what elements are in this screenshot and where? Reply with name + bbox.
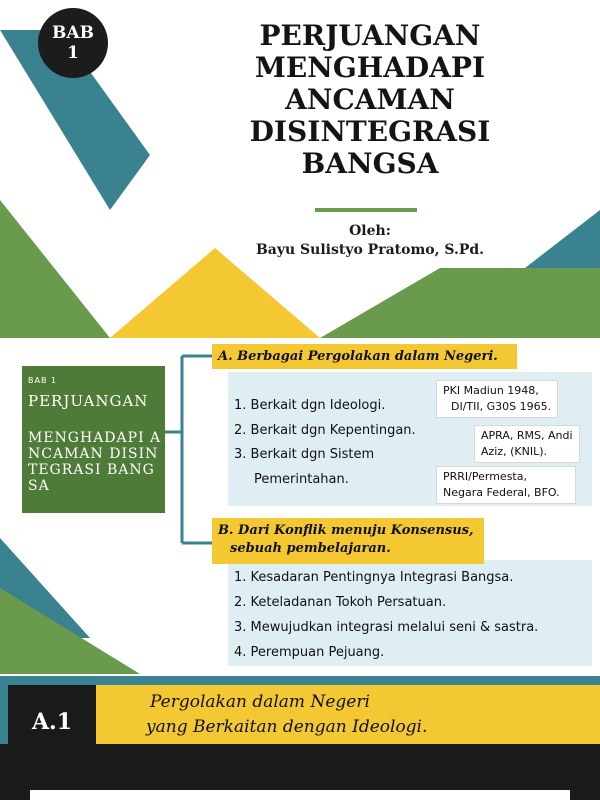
badge-label: BAB bbox=[52, 23, 94, 43]
cover-title-line: BANGSA bbox=[301, 147, 439, 180]
next-slide-card bbox=[30, 790, 570, 800]
cover-title-line: ANCAMAN bbox=[285, 83, 455, 116]
section-b-heading-line: sebuah pembelajaran. bbox=[230, 541, 391, 556]
list-item: 2. Berkait dgn Kepentingan. bbox=[234, 423, 416, 438]
note-line: Negara Federal, BFO. bbox=[443, 486, 560, 499]
byline-label: Oleh: bbox=[349, 223, 391, 239]
chapter-badge bbox=[38, 8, 108, 78]
list-item: 1. Berkait dgn Ideologi. bbox=[234, 398, 386, 413]
list-item: 1. Kesadaran Pentingnya Integrasi Bangsa. bbox=[234, 570, 514, 585]
list-item: 2. Keteladanan Tokoh Persatuan. bbox=[234, 595, 447, 610]
author-name: Bayu Sulistyo Pratomo, S.Pd. bbox=[255, 242, 485, 258]
section-b-list bbox=[228, 560, 592, 666]
list-item: 4. Perempuan Pejuang. bbox=[234, 645, 385, 660]
list-item-continuation: Pemerintahan. bbox=[254, 472, 349, 487]
chapter-title-rest: MENGHADAPI ANCAMAN DISINTEGRASI BANGSA bbox=[28, 430, 162, 494]
section-title-line: Pergolakan dalam Negeri bbox=[150, 692, 370, 712]
section-number: A.1 bbox=[31, 708, 73, 735]
note-line: APRA, RMS, Andi bbox=[481, 429, 573, 442]
note-kepentingan bbox=[474, 425, 580, 463]
list-item: 3. Berkait dgn Sistem bbox=[234, 447, 375, 462]
note-line: PKI Madiun 1948, bbox=[443, 384, 539, 397]
chapter-title-top: PERJUANGAN bbox=[28, 392, 149, 410]
teal-triangle-right bbox=[525, 210, 600, 268]
section-title bbox=[146, 690, 510, 740]
badge-number: 1 bbox=[67, 43, 79, 63]
cover-title-line: MENGHADAPI bbox=[254, 51, 486, 84]
section-b-heading-line: B. Dari Konflik menuju Konsensus, bbox=[218, 523, 474, 538]
cover-title-line: DISINTEGRASI bbox=[249, 115, 491, 148]
section-title-line: yang Berkaitan dengan Ideologi. bbox=[146, 717, 428, 737]
bracket-connector bbox=[165, 356, 212, 543]
yellow-triangle bbox=[110, 248, 320, 338]
green-triangle-right bbox=[320, 268, 600, 338]
section-b-heading bbox=[212, 518, 484, 564]
green-triangle-bottom bbox=[0, 588, 140, 674]
note-line: PRRI/Permesta, bbox=[443, 470, 527, 483]
cover-title bbox=[200, 20, 540, 180]
cover-title-line: PERJUANGAN bbox=[259, 19, 481, 52]
section-a-heading: A. Berbagai Pergolakan dalam Negeri. bbox=[212, 344, 517, 369]
note-ideologi bbox=[436, 380, 558, 418]
chapter-summary-box bbox=[22, 366, 165, 513]
chapter-label: BAB 1 bbox=[28, 376, 58, 385]
note-sistem bbox=[436, 466, 576, 504]
title-divider bbox=[315, 208, 417, 212]
note-line: Aziz, (KNIL). bbox=[481, 445, 548, 458]
list-item: 3. Mewujudkan integrasi melalui seni & sastra. bbox=[234, 620, 539, 635]
note-line: DI/TII, G30S 1965. bbox=[451, 400, 552, 413]
author-byline bbox=[250, 222, 490, 260]
